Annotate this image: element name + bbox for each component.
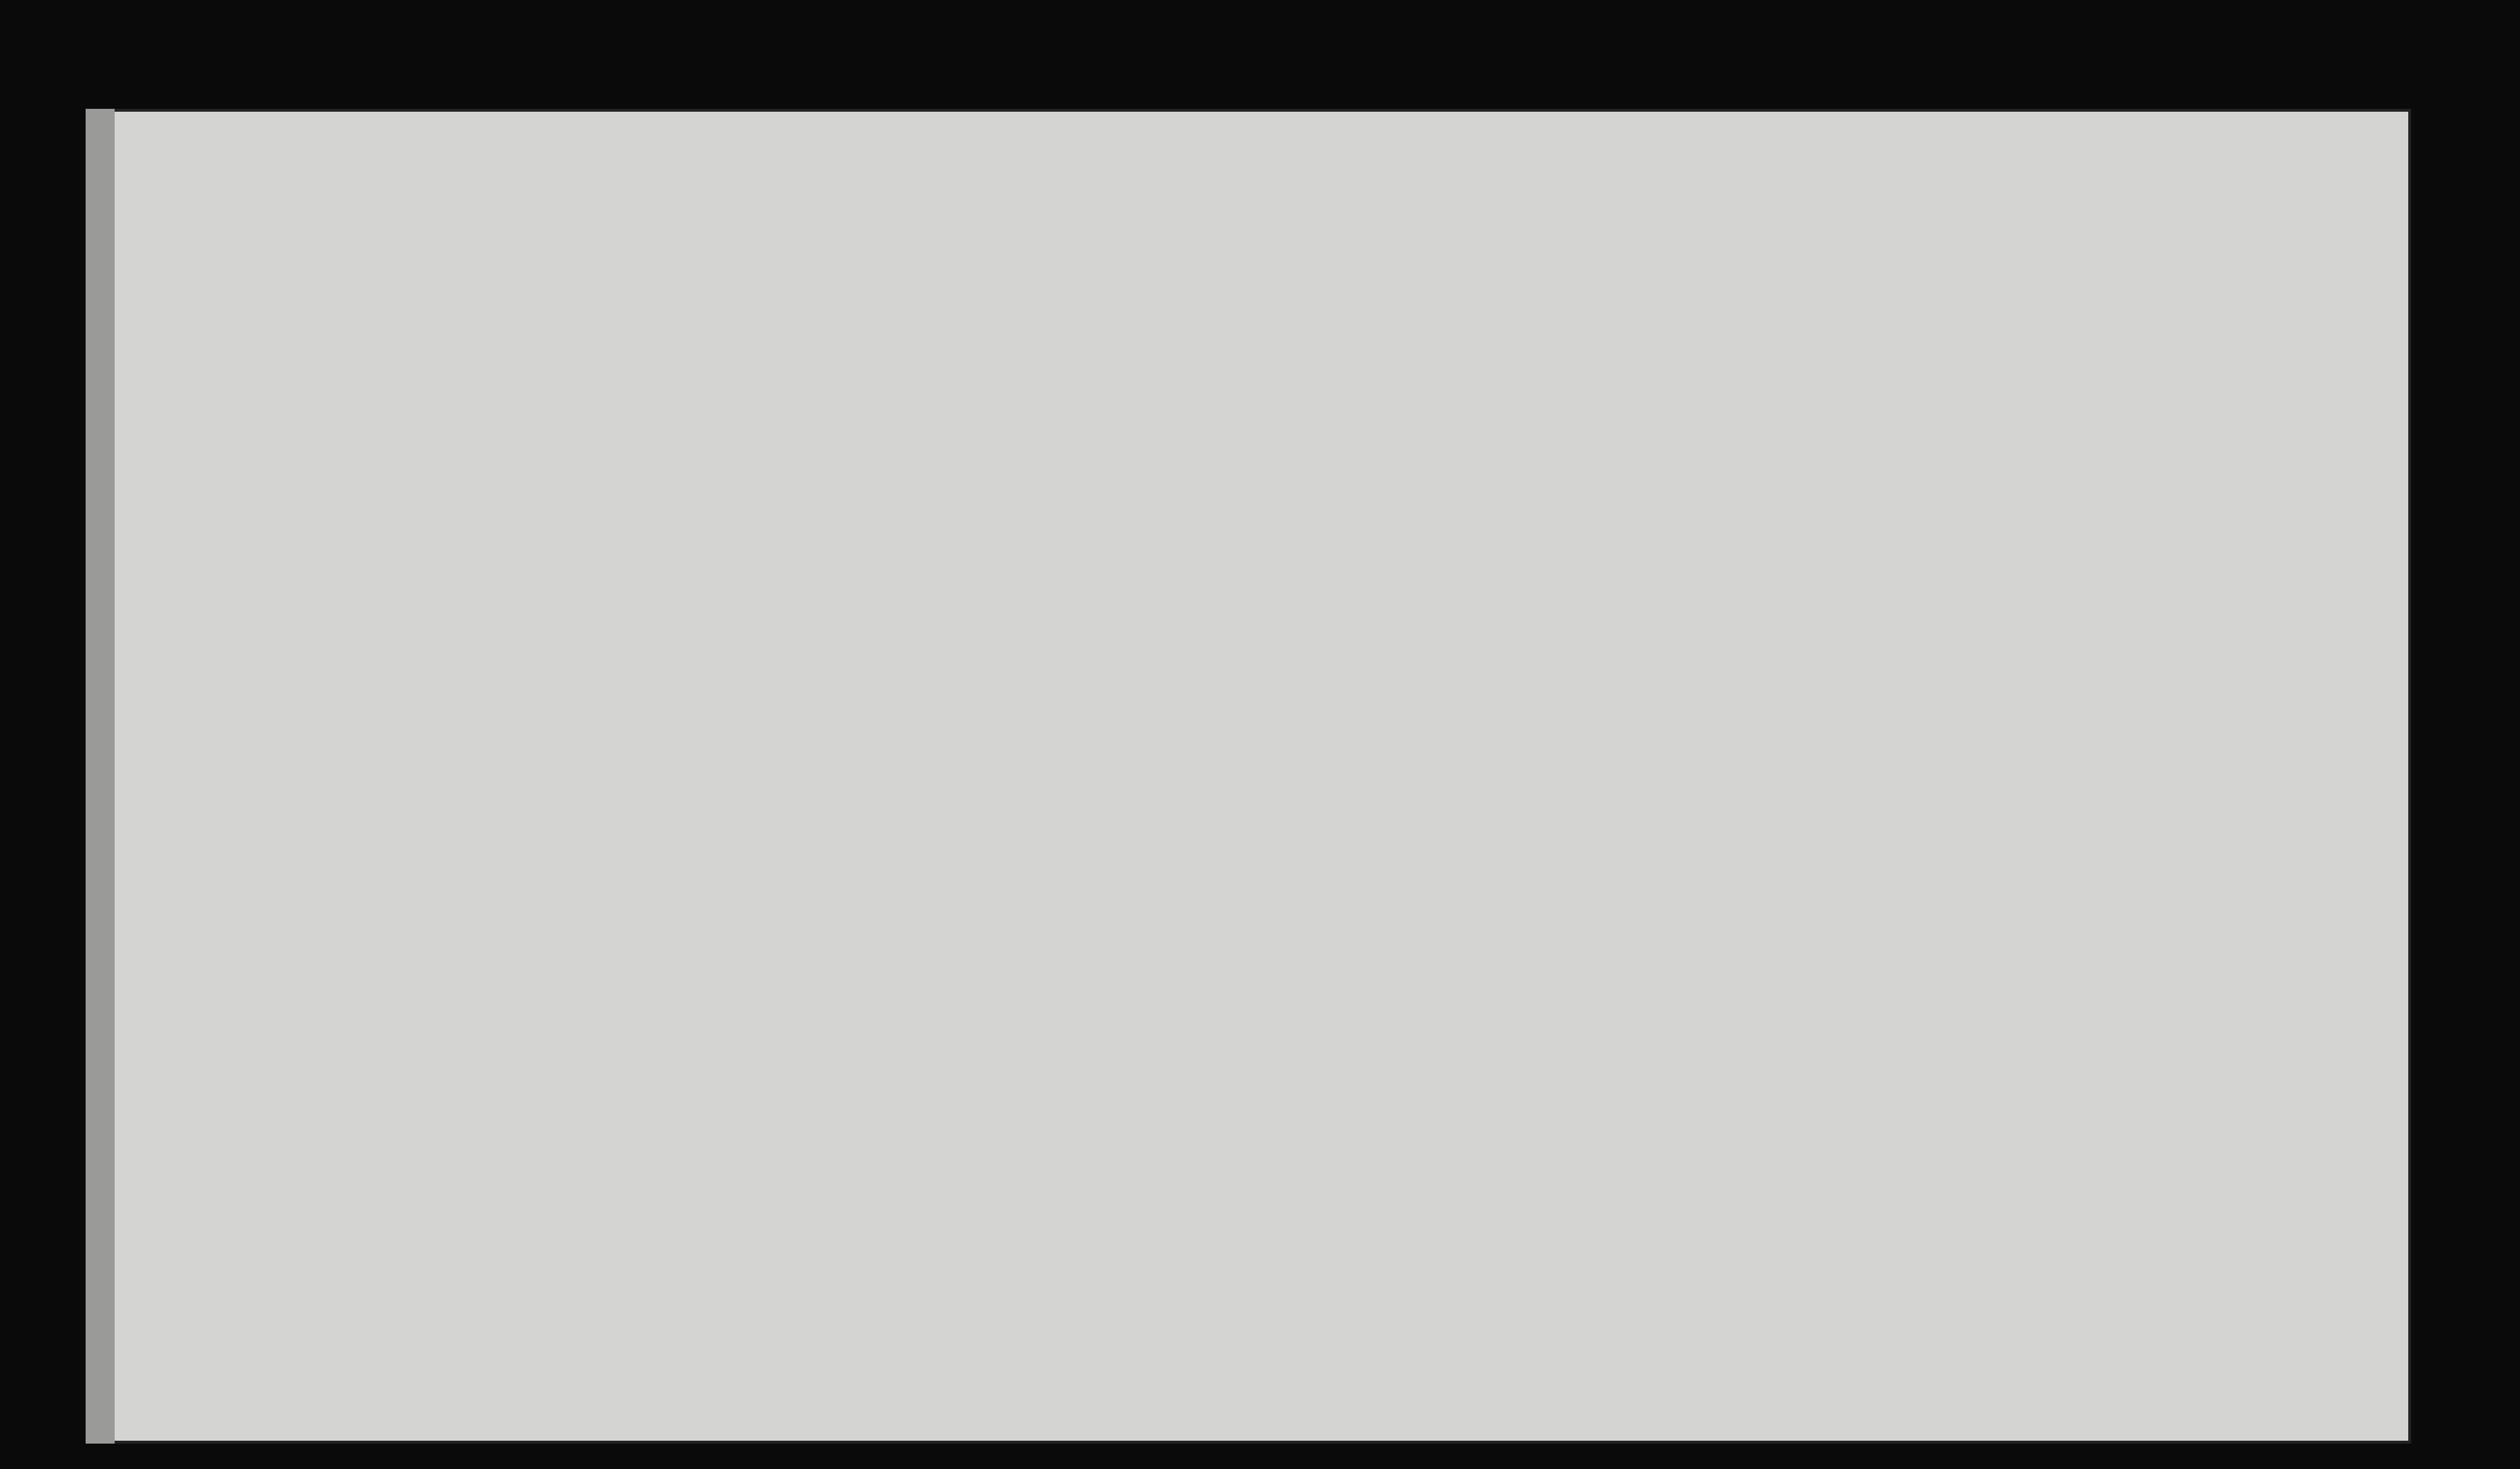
corner-total-land [2360,1364,2381,1444]
workers-caption [345,464,382,914]
population-caption [1872,508,1923,914]
population-men [1937,747,1966,834]
row-group-vne [127,1251,163,1382]
row-group-nadel [127,1128,163,1251]
population-women [1937,624,1966,733]
census-card [86,109,2411,1444]
card-edge [86,109,115,1444]
